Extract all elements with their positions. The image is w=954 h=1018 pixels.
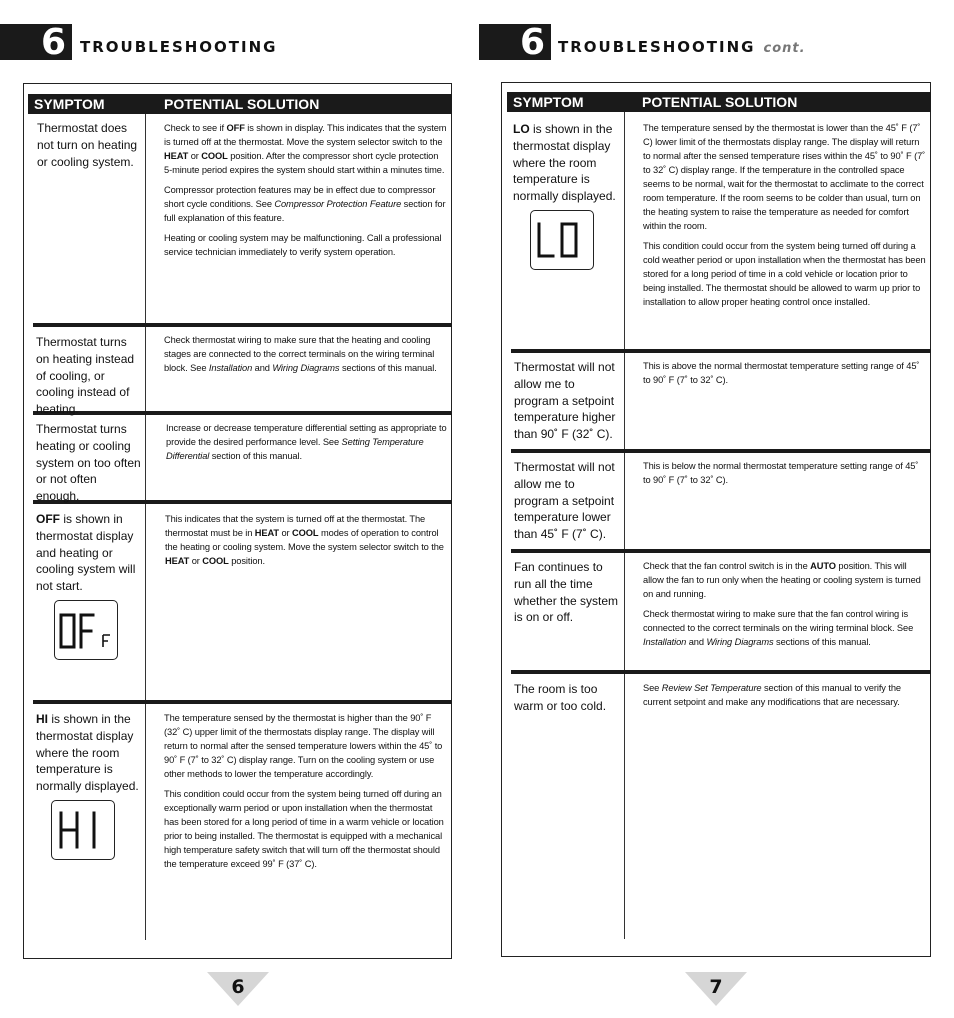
table-row-solution: Check to see if OFF is shown in display. This indicates that the system is turned off at the thermostat. Move the system selector switch to the HEAT or COOL position. After the compressor short cycle protection 5-minute period expires the system should start within a minutes time. Compressor protection features may be in effect due to compressor short cycle conditions. See Compressor Protection Feature section for full explanation of this feature. Heating or cooling system may be malfunctioning. Call a professional service technician immediately to verify system operation. xyxy=(164,123,447,257)
table-row-solution: This is above the normal thermostat temperature setting range of 45˚ to 90˚ F (7˚ to 32˚ C). xyxy=(643,361,920,385)
column-divider xyxy=(145,114,146,940)
table-row-solution: The temperature sensed by the thermostat is higher than the 90˚ F (32˚ C) upper limit of the thermostats display range. The display will return to normal after the sensed temperature lowers within the 45˚ to 90˚ F (7˚ to 32˚ C) display range. Turn on the cooling system or use other methods to lower the temperature accordingly. This condition could occur from the system being turned off during an exceptionally warm period or upon installation when the thermostat has been stored for a long period of time in a warm vehicle or location prior to being installed. The thermostat is equipped with a mechanical high temperature safety switch that will turn off the thermostat should the temperature exceed 99˚ F (37˚ C). xyxy=(164,713,444,869)
table-row-symptom: Thermostat turns heating or cooling system on too often or not often enough. xyxy=(36,422,141,504)
table-row-solution: This indicates that the system is turned off at the thermostat. The thermostat must be in HEAT or COOL modes of operation to control the heating or cooling system. Move the system selector switch to the HEAT or COOL position. xyxy=(165,514,444,566)
right-page xyxy=(477,0,954,1018)
chapter-title: TROUBLESHOOTING xyxy=(80,38,278,56)
solution-column-header: POTENTIAL SOLUTION xyxy=(164,96,320,112)
chapter-number: 6 xyxy=(0,24,72,60)
table-row-solution: Check thermostat wiring to make sure that the heating and cooling stages are connected to the correct terminals on the wiring terminal block. See Installation and Wiring Diagrams sections of this manual. xyxy=(164,335,437,373)
row-divider xyxy=(33,700,452,704)
table-row-symptom: LO is shown in the thermostat display where the room temperature is normally displayed. xyxy=(513,122,616,204)
chapter-cont: cont. xyxy=(763,41,806,56)
table-row-solution: The temperature sensed by the thermostat is lower than the 45˚ F (7˚ C) lower limit of the thermostats display range. The display will return to normal after the sensed temperature rises within the 45˚ to 90˚ F (7˚ to 32˚ C) display range. If the temperature in the controlled space seems to be normal, wait for the thermostat to acclimate to the correct room temperature. If the room seems to be colder than usual, turn on the heating system to raise the temperature as needed for comfort within the room. This condition could occur from the system being turned off during a cold weather period or upon installation when the thermostat has been stored for a long period of time in a cold vehicle or location prior to being installed. The thermostat should be allowed to warm up prior to installation to allow proper heating control once installed. xyxy=(643,123,926,307)
lcd-off-icon xyxy=(55,601,117,659)
table-row-symptom: Thermostat will not allow me to program a setpoint temperature lower than 45˚ F (7˚ C). xyxy=(514,460,615,542)
table-row-solution: Check that the fan control switch is in the AUTO position. This will allow the fan to run only when the heating or cooling system is turned on and running. Check thermostat wiring to make sure that the fan control wiring is connected to the correct terminals on the wiring terminal block. See Installation and Wiring Diagrams sections of this manual. xyxy=(643,561,921,647)
table-row-solution: See Review Set Temperature section of this manual to verify the current setpoint and make any modifications that are necessary. xyxy=(643,683,901,707)
symptom-column-header: SYMPTOM xyxy=(34,96,105,112)
chapter-header xyxy=(477,22,954,63)
lcd-display-lo xyxy=(530,210,594,270)
chapter-title-text: TROUBLESHOOTING xyxy=(558,38,756,56)
table-header xyxy=(28,94,452,114)
symptom-column-header: SYMPTOM xyxy=(513,94,584,110)
row-divider xyxy=(511,349,931,353)
row-divider xyxy=(511,670,931,674)
table-row-symptom: Thermostat does not turn on heating or cooling system. xyxy=(37,121,138,169)
chapter-number: 6 xyxy=(479,24,551,60)
table-row-symptom: OFF is shown in thermostat display and heating or cooling system will not start. xyxy=(36,512,136,594)
lcd-hi-icon xyxy=(52,801,114,859)
row-divider xyxy=(511,449,931,453)
lcd-display-hi xyxy=(51,800,115,860)
page-number: 7 xyxy=(709,976,723,998)
table-row-symptom: The room is too warm or too cold. xyxy=(514,682,607,713)
table-row-symptom: Thermostat will not allow me to program a setpoint temperature higher than 90˚ F (32˚ C). xyxy=(514,360,616,442)
page-number: 6 xyxy=(231,976,245,998)
table-row-symptom: HI is shown in the thermostat display where the room temperature is normally displayed. xyxy=(36,712,139,794)
table-row-symptom: Fan continues to run all the time whether the system is on or off. xyxy=(514,560,619,625)
table-row-solution: This is below the normal thermostat temperature setting range of 45˚ to 90˚ F (7˚ to 32˚ C). xyxy=(643,461,919,485)
page-number-tab xyxy=(207,972,269,1006)
solution-column-header: POTENTIAL SOLUTION xyxy=(642,94,798,110)
chapter-title xyxy=(558,38,806,56)
row-divider xyxy=(33,323,452,327)
table-header xyxy=(507,92,931,112)
column-divider xyxy=(624,112,625,939)
row-divider xyxy=(511,549,931,553)
chapter-header xyxy=(0,22,477,63)
table-row-symptom: Thermostat turns on heating instead of cooling, or cooling instead of heating. xyxy=(36,335,135,417)
table-row-solution: Increase or decrease temperature differential setting as appropriate to provide the desired performance level. See Setting Temperature Differential section of this manual. xyxy=(166,423,447,461)
lcd-lo-icon xyxy=(531,211,593,269)
lcd-display-off xyxy=(54,600,118,660)
page-number-tab xyxy=(685,972,747,1006)
